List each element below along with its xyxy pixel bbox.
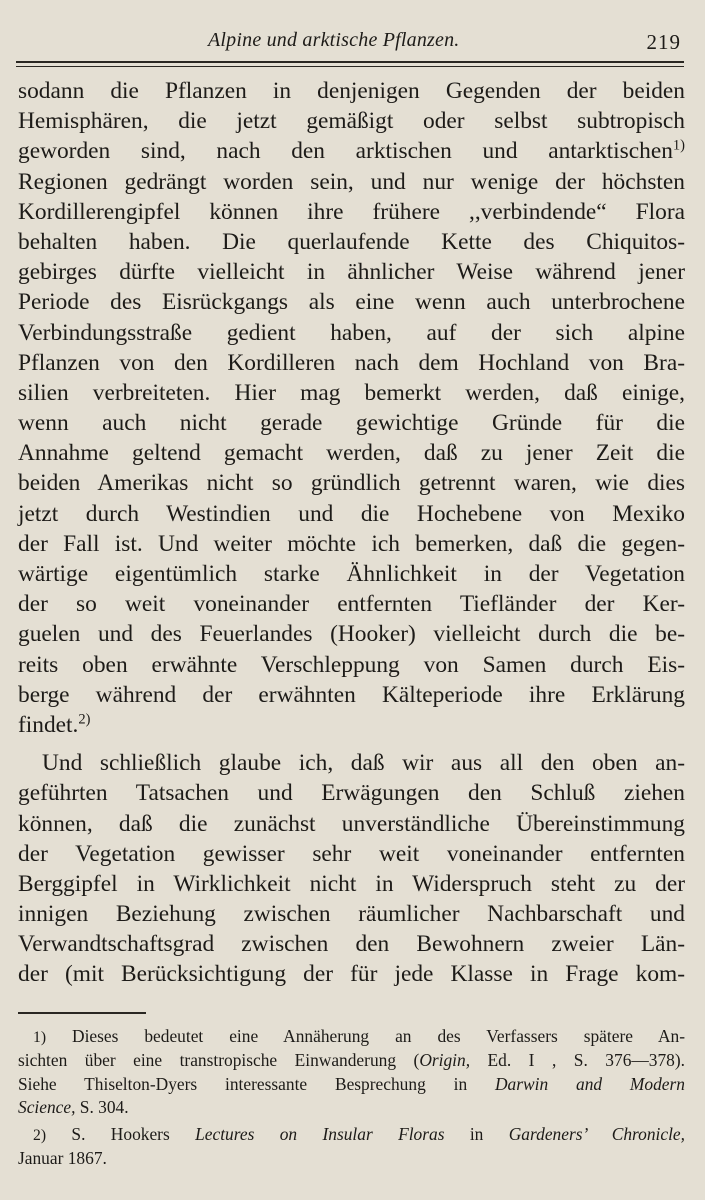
text-line: sodann die Pflanzen in denjenigen Gegenden der beiden [18, 78, 685, 104]
text-line: der Fall ist. Und weiter möchte ich bemerken, daß die gegen- [18, 530, 685, 557]
page-number: 219 [646, 30, 681, 54]
footnote-ref-1: 1) [672, 137, 685, 154]
header-rule-thin [16, 66, 684, 67]
text-line: der (mit Berücksichtigung der für jede Klasse in Frage kom- [18, 961, 685, 988]
footnote-line: Siehe Thiselton-Dyers interessante Besprechung in Darwin and Modern [18, 1073, 685, 1094]
text-line: der so weit voneinander entfernten Tiefländer der Ker- [18, 591, 685, 618]
text-line: Verbindungsstraße gedient haben, auf der sich alpine [18, 319, 685, 346]
text-line: beiden Amerikas nicht so gründlich getrennt waren, wie dies [18, 470, 685, 497]
text-line: behalten haben. Die querlaufende Kette des Chiquitos- [18, 228, 685, 255]
text-line: Pflanzen von den Kordilleren nach dem Hochland von Bra- [18, 349, 685, 376]
text-line: Kordillerengipfel können ihre frühere ,,verbindende“ Flora [18, 198, 685, 225]
text-line: geführten Tatsachen und Erwägungen den Schluß ziehen [18, 780, 685, 807]
text-line: Verwandtschaftsgrad zwischen den Bewohnern zweier Län- [18, 931, 685, 958]
text-line: jetzt durch Westindien und die Hochebene von Mexiko [18, 500, 685, 527]
running-header [0, 0, 705, 62]
text-line: Regionen gedrängt worden sein, und nur wenige der höchsten [18, 168, 685, 195]
text-line: berge während der erwähnten Kälteperiode ihre Erklärung [18, 681, 685, 708]
paragraph-gap [18, 740, 685, 748]
text-line: geworden sind, nach den arktischen und antarktischen$^{1)}$ [18, 137, 685, 165]
text-line: Periode des Eisrückgangs als eine wenn auch unterbrochene [18, 289, 685, 316]
text-line: können, daß die zunächst unverständliche Übereinstimmung [18, 810, 685, 837]
text-line: wärtige eigentümlich starke Ähnlichkeit in der Vegetation [18, 561, 685, 587]
footnote-line: Januar 1867. [18, 1147, 107, 1168]
header-rule-thick [16, 61, 684, 63]
footnote-line: 2) S. Hookers Lectures on Insular Floras in Gardeners’ Chronicle, [33, 1124, 685, 1145]
footnote-number: 1) [33, 1029, 47, 1046]
footnote-line: 1) Dieses bedeutet eine Annäherung an des Verfassers spätere An- [33, 1026, 685, 1046]
footnotes [18, 1025, 685, 1171]
paragraph-1 [18, 76, 685, 740]
text-line: Annahme geltend gemacht werden, daß zu jener Zeit die [18, 440, 685, 467]
footnote-1 [18, 1025, 685, 1120]
text-line: Berggipfel in Wirklichkeit nicht in Widerspruch steht zu der [18, 870, 685, 897]
footnote-rule [18, 1012, 146, 1014]
footnote-line: sichten über eine transtropische Einwanderung (Origin, Ed. I , S. 376—378). [18, 1049, 685, 1070]
text-line: reits oben erwähnte Verschleppung von Samen durch Eis- [18, 651, 685, 678]
footnote-number: 2) [33, 1127, 47, 1145]
text-line: findet.$^{2)}$ [18, 711, 91, 738]
text-line: der Vegetation gewisser sehr weit voneinander entfernten [18, 840, 685, 867]
text-line: guelen und des Feuerlandes (Hooker) vielleicht durch die be- [18, 621, 685, 648]
footnote-line: Science, S. 304. [18, 1097, 129, 1118]
running-title: Alpine und arktische Pflanzen. [208, 29, 460, 51]
text-line: innigen Beziehung zwischen räumlicher Nachbarschaft und [18, 901, 685, 928]
text-line: silien verbreiteten. Hier mag bemerkt werden, daß einige, [18, 379, 685, 406]
footnote-ref-2: 2) [78, 711, 91, 728]
footnote-2 [18, 1123, 685, 1171]
paragraph-2 [18, 748, 685, 990]
text-line: Hemisphären, die jetzt gemäßigt oder selbst subtropisch [18, 108, 685, 135]
text-line: Und schließlich glaube ich, daß wir aus all den oben an- [42, 750, 685, 777]
text-line: gebirges dürfte vielleicht in ähnlicher Weise während jener [18, 259, 685, 286]
text-line: wenn auch nicht gerade gewichtige Gründe für die [18, 410, 685, 437]
body-text [18, 76, 685, 990]
